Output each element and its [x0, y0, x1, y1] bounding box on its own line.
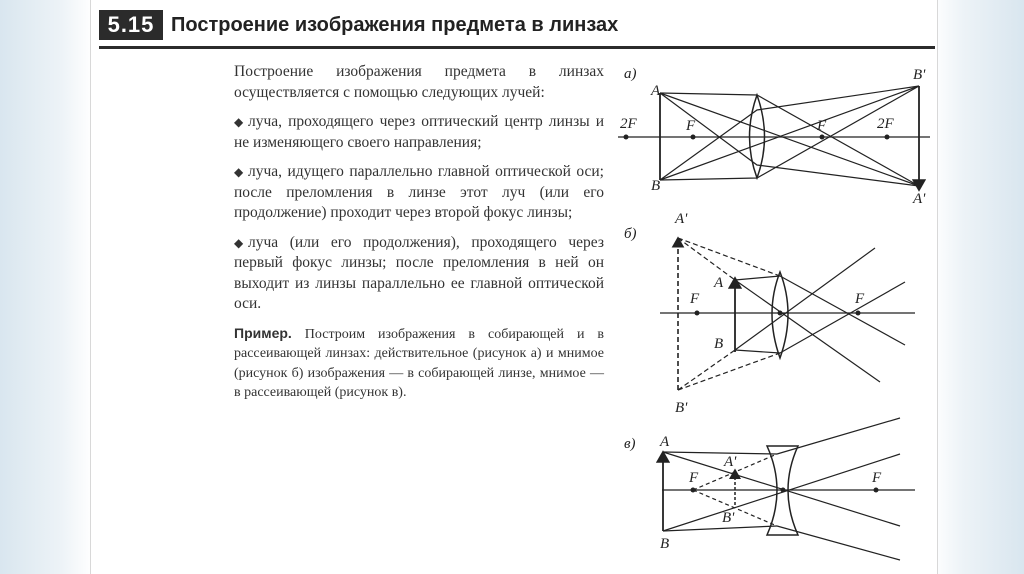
diagram-a-label-2f-right: 2F: [877, 116, 894, 132]
diamond-bullet-icon: ◆: [234, 165, 244, 179]
diagram-c-label-b-prime: B': [722, 510, 735, 526]
diagram-a-label-a-prime: A': [913, 191, 926, 207]
diagram-b-extension-3: [678, 353, 780, 390]
diagram-b-ray-center-bottom: [735, 248, 875, 350]
intro-paragraph: Построение изображения предмета в линзах осуществляется с помощью следующих лучей:: [234, 63, 604, 101]
diagram-c-label-a-prime: A': [724, 454, 737, 470]
diagram-a-f-right-point: [820, 135, 825, 140]
diagram-b-extension-2: [678, 238, 735, 280]
diagram-a-f-left-point: [691, 135, 696, 140]
diagram-b-label-a: A: [714, 275, 724, 291]
diagram-b-label-f-right: F: [855, 291, 865, 307]
diagram-a-ray-center-2: [660, 86, 919, 180]
diagram-b-label-b-prime: B': [675, 400, 688, 416]
diagram-c-label-a: A: [660, 434, 670, 450]
diagram-b-ray-refracted-top: [780, 276, 905, 345]
diagram-b-label-b: B: [714, 336, 724, 352]
diamond-bullet-icon: ◆: [234, 235, 244, 250]
bullet-text-1: луча, проходящего через оптический центр линзы и не изменяющего своего направления;: [234, 113, 604, 151]
diagram-c-f-left-point: [691, 488, 696, 493]
diagram-b-label-f-left: F: [690, 291, 700, 307]
diagram-b-center-point: [778, 311, 783, 316]
diagram-c-ray-parallel-bottom-out: [777, 526, 900, 560]
diagram-a-label-b: B: [651, 178, 661, 194]
diagram-c-ray-parallel-top-out: [777, 418, 900, 454]
diagram-a-label-2f-left: 2F: [620, 116, 637, 132]
diagram-b-f-left-point: [695, 311, 700, 316]
diagram-a-label-f-right: F: [817, 118, 827, 134]
bullet-text-3: луча (или его продолжения), проходящего через первый фокус линзы; после преломления в ней он выходит из линзы параллельно ее главной оптической оси.: [234, 233, 604, 312]
example-label: Пример.: [234, 324, 292, 341]
diagram-c-f-right-point: [874, 488, 879, 493]
diagram-c-caption: в): [624, 436, 636, 452]
diagram-a-label-f-left: F: [686, 118, 696, 134]
diamond-bullet-icon: ◆: [234, 115, 244, 129]
diagram-b-label-a-prime: A': [675, 211, 688, 227]
section-number-badge: 5.15: [99, 10, 163, 40]
diagram-a-2f-left-point: [624, 135, 629, 140]
diagram-a-converging-real: [618, 86, 930, 190]
diagram-c-label-f-right: F: [872, 470, 882, 486]
diagram-b-f-right-point: [856, 311, 861, 316]
diagram-c-ray-parallel-bottom-in: [663, 526, 777, 531]
example-text: Построим изображения в собирающей и в рассеивающей линзах: действительное (рисунок а) и мнимое (рисунок б) изображения — в собирающей линзе, мнимое — в рассеивающей (рисунок в).: [234, 326, 605, 400]
diagram-a-2f-right-point: [885, 135, 890, 140]
diagram-b-ray-refracted-bottom: [780, 282, 905, 353]
diagram-a-label-b-prime: B': [913, 67, 926, 83]
diagram-a-caption: а): [624, 66, 637, 82]
diagram-c-extension-bottom: [693, 490, 777, 526]
diagram-b-extension-1: [678, 238, 780, 276]
diagram-b-caption: б): [624, 226, 637, 242]
diagram-b-extension-4: [678, 350, 735, 390]
diagram-a-ray-center-1: [660, 93, 919, 186]
diagram-c-ray-center-bottom: [663, 454, 900, 531]
diagram-c-center-point: [781, 488, 786, 493]
bullet-text-2: луча, идущего параллельно главной оптической оси; после преломления в линзе этот луч (или его продолжение) проходит через второй фокус линзы;: [234, 163, 604, 221]
diagram-b-ray-parallel-top: [735, 276, 780, 280]
diagram-c-label-f-left: F: [689, 470, 699, 486]
diagram-a-label-a: A: [651, 83, 661, 99]
section-title: Построение изображения предмета в линзах: [171, 14, 619, 36]
diagram-c-ray-parallel-top-in: [663, 452, 777, 454]
diagram-c-label-b: B: [660, 536, 670, 552]
diagram-b-ray-parallel-bottom: [735, 350, 780, 353]
